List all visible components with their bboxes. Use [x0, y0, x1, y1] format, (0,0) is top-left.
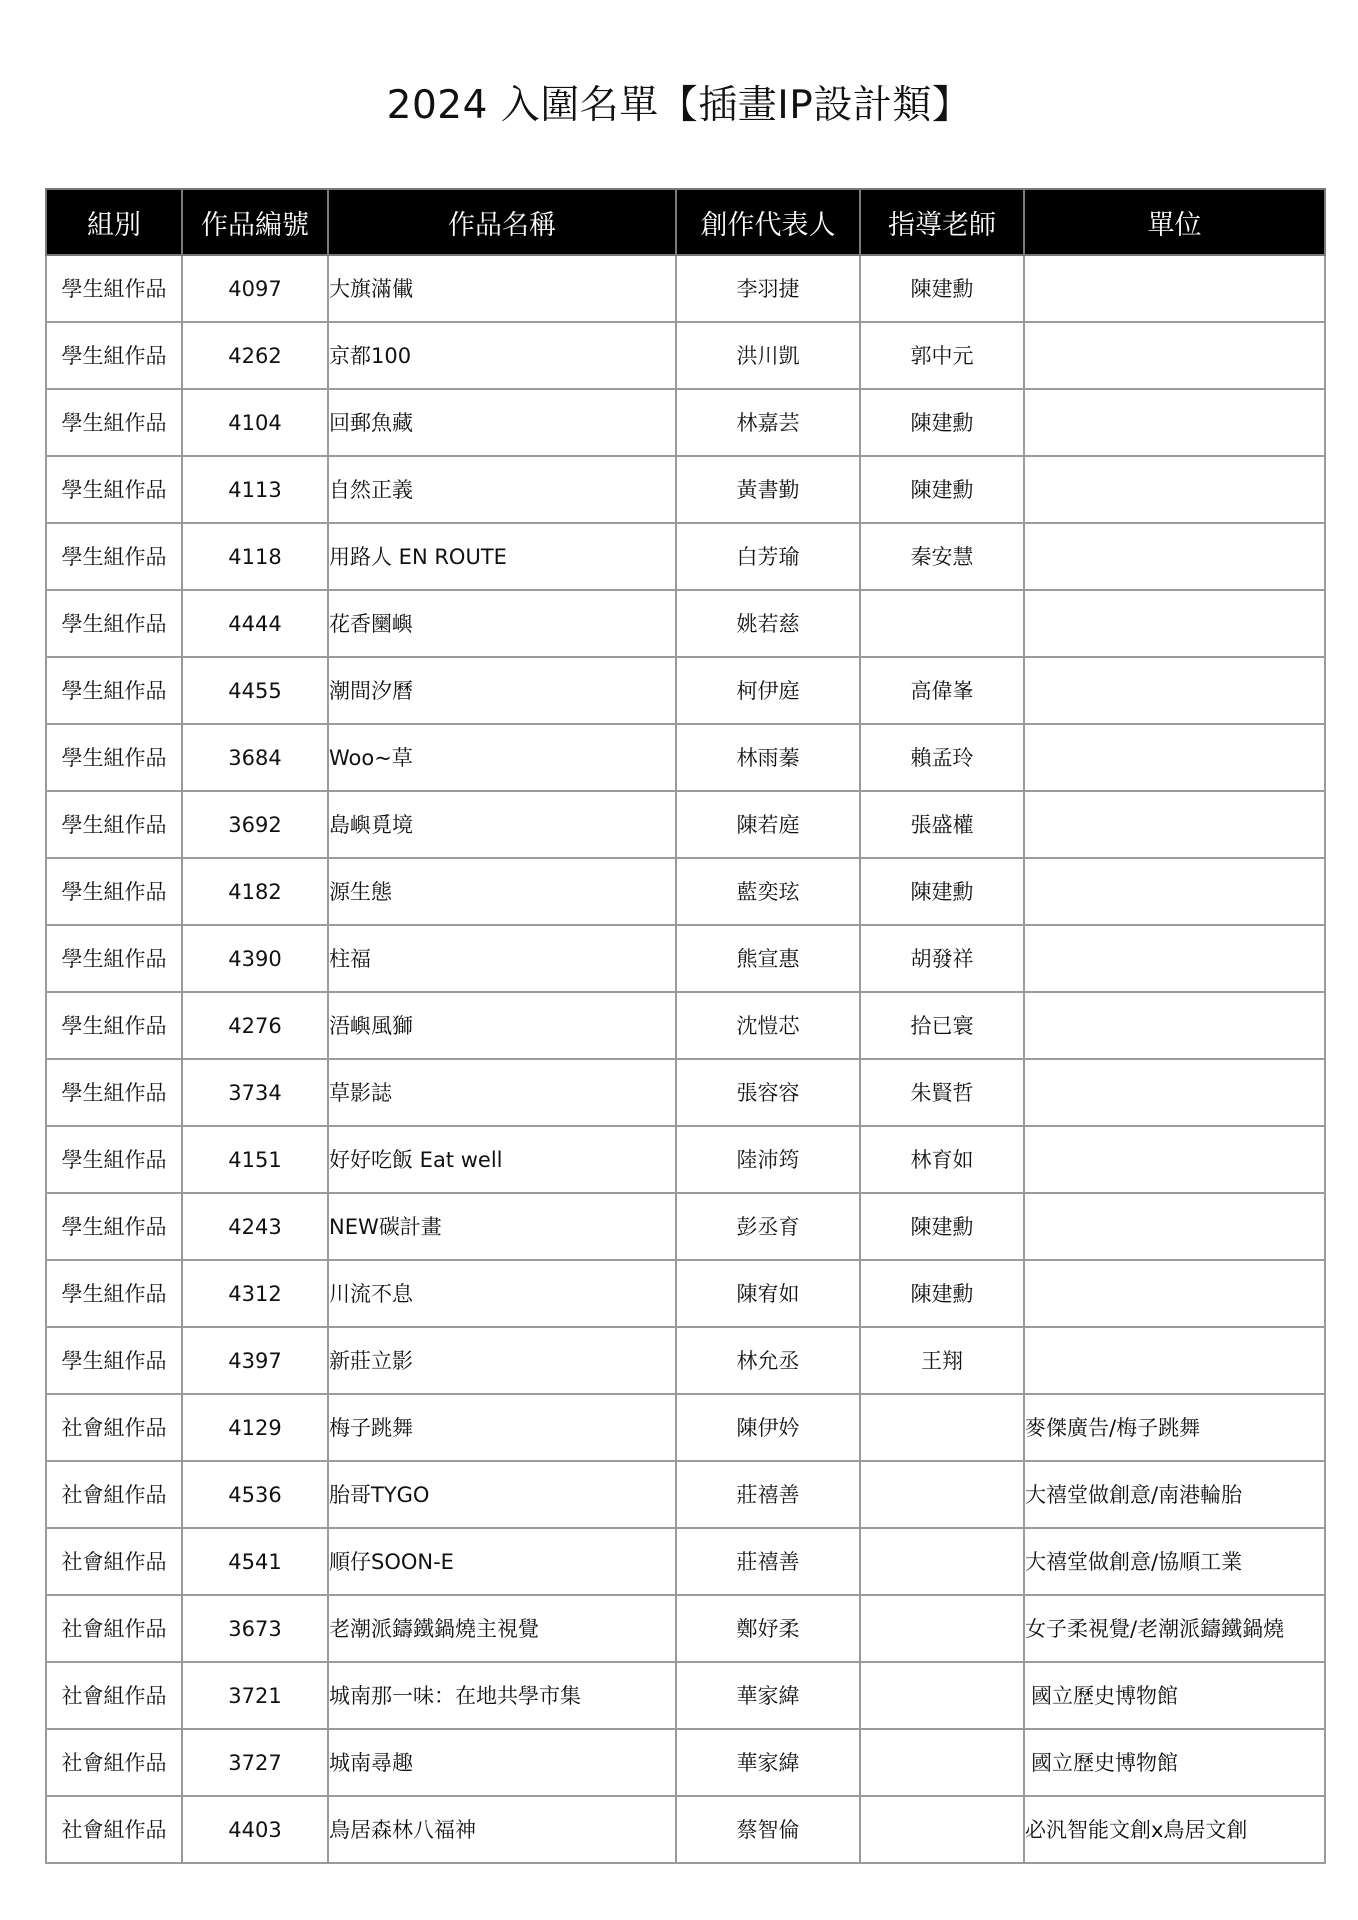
table-row — [46, 456, 1325, 523]
table-row — [46, 1595, 1325, 1662]
cell-group: 學生組作品 — [46, 724, 182, 791]
cell-work-name: 城南那一味：在地共學市集 — [328, 1662, 676, 1729]
cell-work-id: 3734 — [182, 1059, 328, 1126]
table-row — [46, 1327, 1325, 1394]
cell-creator: 華家緯 — [676, 1729, 860, 1796]
cell-work-id: 4182 — [182, 858, 328, 925]
cell-work-name: 胎哥TYGO — [328, 1461, 676, 1528]
cell-group: 學生組作品 — [46, 590, 182, 657]
cell-group: 社會組作品 — [46, 1662, 182, 1729]
cell-work-id: 4151 — [182, 1126, 328, 1193]
table-row — [46, 1729, 1325, 1796]
cell-work-name: 花香圞嶼 — [328, 590, 676, 657]
cell-unit — [1024, 992, 1325, 1059]
table-row — [46, 590, 1325, 657]
cell-creator: 柯伊庭 — [676, 657, 860, 724]
cell-work-id: 3673 — [182, 1595, 328, 1662]
table-row — [46, 1260, 1325, 1327]
cell-group: 學生組作品 — [46, 255, 182, 322]
cell-group: 學生組作品 — [46, 1260, 182, 1327]
cell-group: 學生組作品 — [46, 456, 182, 523]
cell-teacher: 朱賢哲 — [860, 1059, 1024, 1126]
cell-teacher: 陳建勳 — [860, 456, 1024, 523]
cell-work-name: 島嶼覓境 — [328, 791, 676, 858]
cell-unit: 大禧堂做創意/南港輪胎 — [1024, 1461, 1325, 1528]
cell-work-id: 4097 — [182, 255, 328, 322]
cell-creator: 李羽捷 — [676, 255, 860, 322]
cell-creator: 姚若慈 — [676, 590, 860, 657]
cell-work-id: 3692 — [182, 791, 328, 858]
table-row — [46, 1662, 1325, 1729]
cell-work-id: 4444 — [182, 590, 328, 657]
table-row — [46, 925, 1325, 992]
table-row — [46, 1796, 1325, 1863]
cell-work-name: 柱福 — [328, 925, 676, 992]
cell-work-name: 自然正義 — [328, 456, 676, 523]
cell-teacher — [860, 1796, 1024, 1863]
cell-teacher — [860, 1662, 1024, 1729]
cell-unit — [1024, 657, 1325, 724]
table-row — [46, 1394, 1325, 1461]
cell-teacher: 陳建勳 — [860, 1193, 1024, 1260]
cell-creator: 莊禧善 — [676, 1461, 860, 1528]
cell-teacher: 陳建勳 — [860, 858, 1024, 925]
cell-work-name: 川流不息 — [328, 1260, 676, 1327]
cell-creator: 陸沛筠 — [676, 1126, 860, 1193]
table-row — [46, 992, 1325, 1059]
cell-work-name: 大旗滿儎 — [328, 255, 676, 322]
cell-group: 學生組作品 — [46, 925, 182, 992]
finalist-table — [45, 188, 1326, 1864]
cell-creator: 洪川凱 — [676, 322, 860, 389]
cell-creator: 蔡智倫 — [676, 1796, 860, 1863]
cell-unit — [1024, 1059, 1325, 1126]
cell-unit: 女子柔視覺/老潮派鑄鐵鍋燒 — [1024, 1595, 1325, 1662]
table-header — [46, 189, 1325, 255]
cell-unit: 必汎智能文創x鳥居文創 — [1024, 1796, 1325, 1863]
table-row — [46, 1126, 1325, 1193]
table-row — [46, 523, 1325, 590]
header-teacher: 指導老師 — [860, 189, 1024, 255]
cell-group: 社會組作品 — [46, 1394, 182, 1461]
cell-teacher: 陳建勳 — [860, 389, 1024, 456]
cell-teacher: 林育如 — [860, 1126, 1024, 1193]
cell-work-id: 4129 — [182, 1394, 328, 1461]
table-row — [46, 1193, 1325, 1260]
cell-work-name: 順仔SOON-E — [328, 1528, 676, 1595]
cell-creator: 林嘉芸 — [676, 389, 860, 456]
cell-group: 學生組作品 — [46, 389, 182, 456]
cell-unit — [1024, 724, 1325, 791]
cell-creator: 林允丞 — [676, 1327, 860, 1394]
cell-creator: 張容容 — [676, 1059, 860, 1126]
cell-teacher: 胡發祥 — [860, 925, 1024, 992]
cell-creator: 陳若庭 — [676, 791, 860, 858]
cell-work-id: 4403 — [182, 1796, 328, 1863]
cell-unit — [1024, 456, 1325, 523]
cell-unit — [1024, 523, 1325, 590]
cell-work-id: 4104 — [182, 389, 328, 456]
cell-creator: 莊禧善 — [676, 1528, 860, 1595]
header-work-id: 作品編號 — [182, 189, 328, 255]
cell-group: 學生組作品 — [46, 791, 182, 858]
cell-work-id: 4243 — [182, 1193, 328, 1260]
cell-unit — [1024, 255, 1325, 322]
cell-work-name: 浯嶼風獅 — [328, 992, 676, 1059]
cell-teacher — [860, 1528, 1024, 1595]
cell-creator: 陳宥如 — [676, 1260, 860, 1327]
table-row — [46, 724, 1325, 791]
cell-work-name: NEW碳計畫 — [328, 1193, 676, 1260]
cell-unit: 國立歷史博物館 — [1024, 1662, 1325, 1729]
cell-unit — [1024, 322, 1325, 389]
header-creator: 創作代表人 — [676, 189, 860, 255]
cell-group: 社會組作品 — [46, 1528, 182, 1595]
cell-teacher: 拾已寰 — [860, 992, 1024, 1059]
cell-creator: 鄭妤柔 — [676, 1595, 860, 1662]
cell-creator: 熊宣惠 — [676, 925, 860, 992]
cell-work-id: 3684 — [182, 724, 328, 791]
cell-unit — [1024, 1327, 1325, 1394]
cell-group: 社會組作品 — [46, 1796, 182, 1863]
cell-creator: 華家緯 — [676, 1662, 860, 1729]
cell-teacher — [860, 1729, 1024, 1796]
cell-group: 社會組作品 — [46, 1729, 182, 1796]
cell-creator: 黃書勤 — [676, 456, 860, 523]
cell-work-id: 4455 — [182, 657, 328, 724]
cell-unit — [1024, 1126, 1325, 1193]
cell-work-name: 京都100 — [328, 322, 676, 389]
table-row — [46, 791, 1325, 858]
cell-work-name: 好好吃飯 Eat well — [328, 1126, 676, 1193]
header-unit: 單位 — [1024, 189, 1325, 255]
cell-unit — [1024, 858, 1325, 925]
cell-unit: 麥傑廣告/梅子跳舞 — [1024, 1394, 1325, 1461]
header-group: 組別 — [46, 189, 182, 255]
cell-creator: 彭丞育 — [676, 1193, 860, 1260]
cell-work-name: 鳥居森林八福神 — [328, 1796, 676, 1863]
cell-work-name: 城南尋趣 — [328, 1729, 676, 1796]
cell-work-name: 用路人 EN ROUTE — [328, 523, 676, 590]
table-row — [46, 1528, 1325, 1595]
cell-work-id: 4113 — [182, 456, 328, 523]
cell-work-id: 4390 — [182, 925, 328, 992]
cell-group: 學生組作品 — [46, 992, 182, 1059]
cell-unit — [1024, 590, 1325, 657]
cell-teacher: 郭中元 — [860, 322, 1024, 389]
cell-work-id: 3727 — [182, 1729, 328, 1796]
cell-work-name: 潮間汐曆 — [328, 657, 676, 724]
cell-teacher: 秦安慧 — [860, 523, 1024, 590]
cell-teacher — [860, 1394, 1024, 1461]
table-row — [46, 1059, 1325, 1126]
cell-work-id: 3721 — [182, 1662, 328, 1729]
table-row — [46, 1461, 1325, 1528]
cell-teacher: 王翔 — [860, 1327, 1024, 1394]
table-row — [46, 255, 1325, 322]
cell-work-name: 梅子跳舞 — [328, 1394, 676, 1461]
cell-creator: 陳伊妗 — [676, 1394, 860, 1461]
cell-creator: 林雨蓁 — [676, 724, 860, 791]
cell-group: 學生組作品 — [46, 858, 182, 925]
cell-work-id: 4276 — [182, 992, 328, 1059]
cell-work-name: 新莊立影 — [328, 1327, 676, 1394]
cell-teacher: 陳建勳 — [860, 255, 1024, 322]
cell-unit: 大禧堂做創意/協順工業 — [1024, 1528, 1325, 1595]
cell-teacher: 陳建勳 — [860, 1260, 1024, 1327]
cell-work-id: 4536 — [182, 1461, 328, 1528]
cell-unit — [1024, 791, 1325, 858]
table-body — [46, 255, 1325, 1863]
header-work-name: 作品名稱 — [328, 189, 676, 255]
cell-work-name: 老潮派鑄鐵鍋燒主視覺 — [328, 1595, 676, 1662]
cell-unit: 國立歷史博物館 — [1024, 1729, 1325, 1796]
cell-teacher — [860, 1595, 1024, 1662]
cell-teacher: 張盛權 — [860, 791, 1024, 858]
cell-group: 學生組作品 — [46, 1327, 182, 1394]
cell-group: 社會組作品 — [46, 1595, 182, 1662]
table-row — [46, 858, 1325, 925]
cell-teacher: 高偉峯 — [860, 657, 1024, 724]
cell-group: 學生組作品 — [46, 1059, 182, 1126]
cell-work-id: 4312 — [182, 1260, 328, 1327]
cell-work-name: 草影誌 — [328, 1059, 676, 1126]
cell-work-id: 4262 — [182, 322, 328, 389]
table-row — [46, 389, 1325, 456]
cell-group: 學生組作品 — [46, 1193, 182, 1260]
cell-group: 學生組作品 — [46, 1126, 182, 1193]
cell-teacher: 賴孟玲 — [860, 724, 1024, 791]
cell-creator: 沈愷芯 — [676, 992, 860, 1059]
cell-creator: 白芳瑜 — [676, 523, 860, 590]
cell-teacher — [860, 590, 1024, 657]
cell-work-name: Woo~草 — [328, 724, 676, 791]
cell-unit — [1024, 1193, 1325, 1260]
table-row — [46, 657, 1325, 724]
cell-unit — [1024, 389, 1325, 456]
cell-work-name: 源生態 — [328, 858, 676, 925]
cell-group: 學生組作品 — [46, 657, 182, 724]
cell-work-id: 4118 — [182, 523, 328, 590]
cell-work-id: 4541 — [182, 1528, 328, 1595]
cell-unit — [1024, 925, 1325, 992]
cell-group: 社會組作品 — [46, 1461, 182, 1528]
cell-group: 學生組作品 — [46, 322, 182, 389]
cell-work-name: 回郵魚藏 — [328, 389, 676, 456]
document-title: 2024 入圍名單【插畫IP設計類】 — [386, 83, 972, 128]
cell-teacher — [860, 1461, 1024, 1528]
table-row — [46, 322, 1325, 389]
cell-unit — [1024, 1260, 1325, 1327]
cell-group: 學生組作品 — [46, 523, 182, 590]
cell-work-id: 4397 — [182, 1327, 328, 1394]
cell-creator: 藍奕玹 — [676, 858, 860, 925]
header-row — [46, 189, 1325, 255]
